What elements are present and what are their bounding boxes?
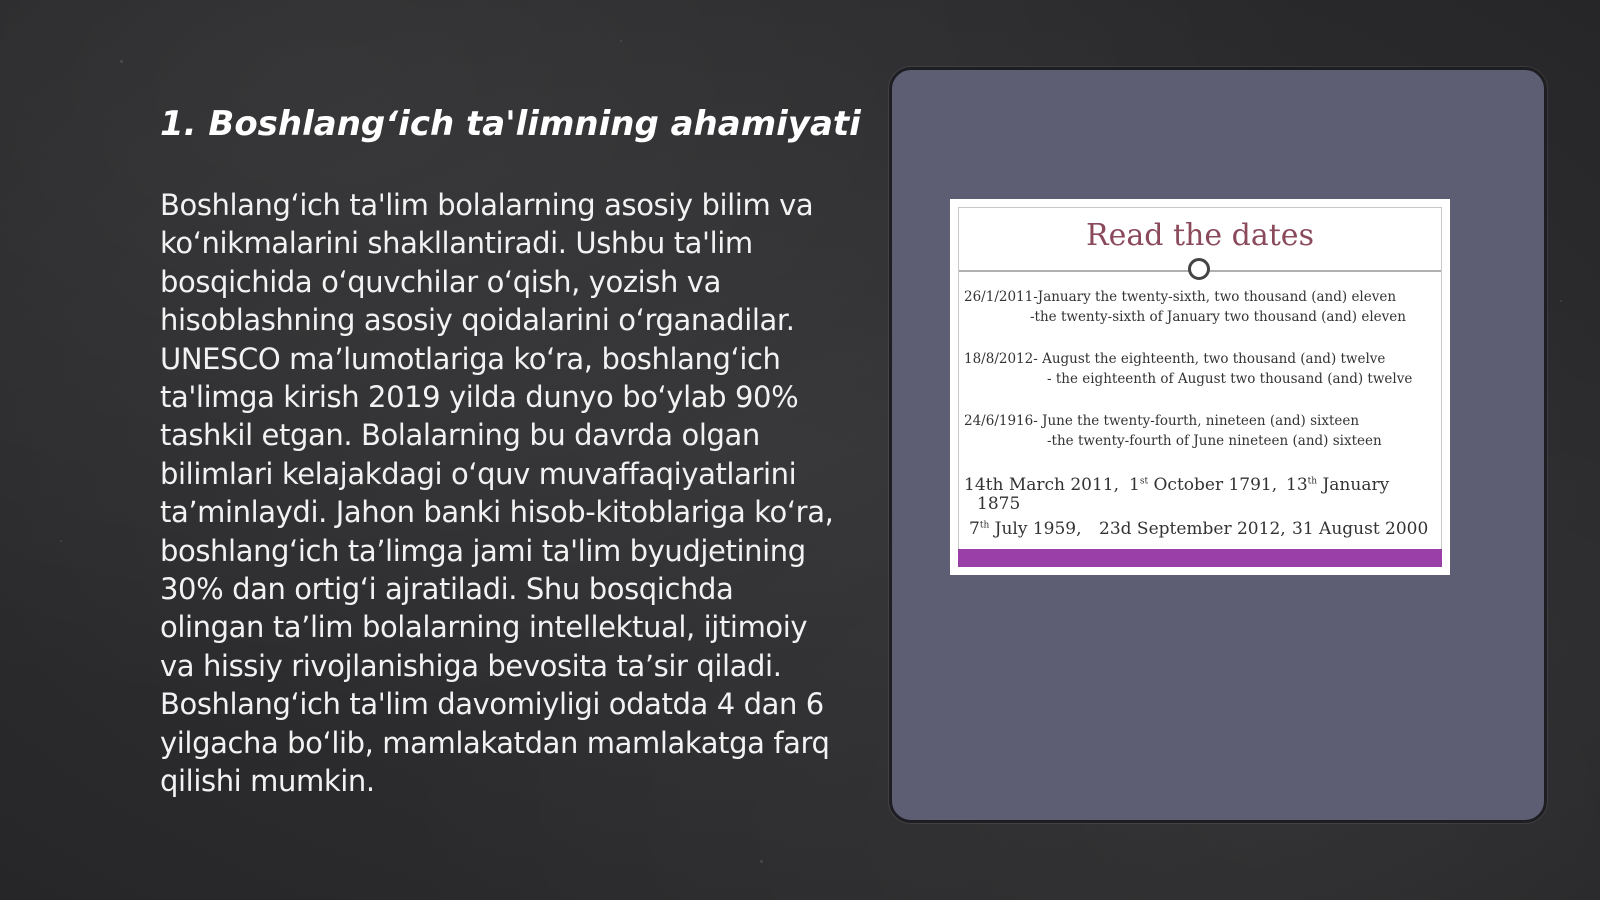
date-line: - the eighteenth of August two thousand (and) twelve: [1047, 371, 1413, 387]
chalk-speck: [120, 60, 123, 63]
date-line: 18/8/2012- August the eighteenth, two thousand (and) twelve: [964, 351, 1386, 367]
date-example: 23d September 2012,: [1099, 519, 1286, 539]
chalk-speck: [760, 860, 763, 863]
date-line: 26/1/2011-January the twenty-sixth, two thousand (and) eleven: [964, 289, 1397, 305]
date-line: 24/6/1916- June the twenty-fourth, nineteen (and) sixteen: [964, 413, 1360, 429]
dates-slide-image: [950, 199, 1450, 575]
dates-slide-inner: [958, 207, 1442, 567]
circle-icon: [1188, 258, 1210, 280]
date-example: 31 August 2000: [1292, 519, 1429, 539]
dates-slide-title: Read the dates: [1086, 218, 1314, 253]
date-example-year: 1875: [977, 494, 1021, 514]
date-example: 1st October 1791,: [1129, 475, 1278, 495]
footer-bar: [958, 549, 1442, 567]
date-example: 14th March 2011,: [964, 475, 1120, 495]
chalk-speck: [620, 40, 622, 42]
date-example: 13th January: [1286, 475, 1390, 495]
chalk-speck: [1560, 300, 1562, 302]
chalk-speck: [60, 540, 62, 542]
date-example: 7th July 1959,: [969, 519, 1082, 539]
slide-title: 1. Boshlang‘ich ta'limning ahamiyati: [160, 104, 861, 144]
date-line: -the twenty-sixth of January two thousand (and) eleven: [1030, 309, 1406, 325]
slide-body-text: Boshlang‘ich ta'lim bolalarning asosiy bilim va ko‘nikmalarini shakllantiradi. Ushbu ta'lim bosqichida o‘quvchilar o‘qish, yozish va hisoblashning asosiy qoidalarini o‘rganadilar. UNESCO ma’lumotlariga ko‘ra, boshlang‘ich ta'limga kirish 2019 yilda dunyo bo‘ylab 90% tashkil etgan. Bolalarning bu davrda olgan bilimlari kelajakdagi o‘quv muvaffaqiyatlarini ta’minlaydi. Jahon banki hisob-kitoblariga ko‘ra, boshlang‘ich ta’limga jami ta'lim byudjetining 30% dan ortig‘i ajratiladi. Shu bosqichda olingan ta’lim bolalarning intellektual, ijtimoiy va hissiy rivojlanishiga bevosita ta’sir qiladi. Boshlang‘ich ta'lim davomiyligi odatda 4 dan 6 yilgacha bo‘lib, mamlakatdan mamlakatga farq qilishi mumkin.: [160, 188, 834, 799]
date-line: -the twenty-fourth of June nineteen (and) sixteen: [1047, 433, 1382, 449]
